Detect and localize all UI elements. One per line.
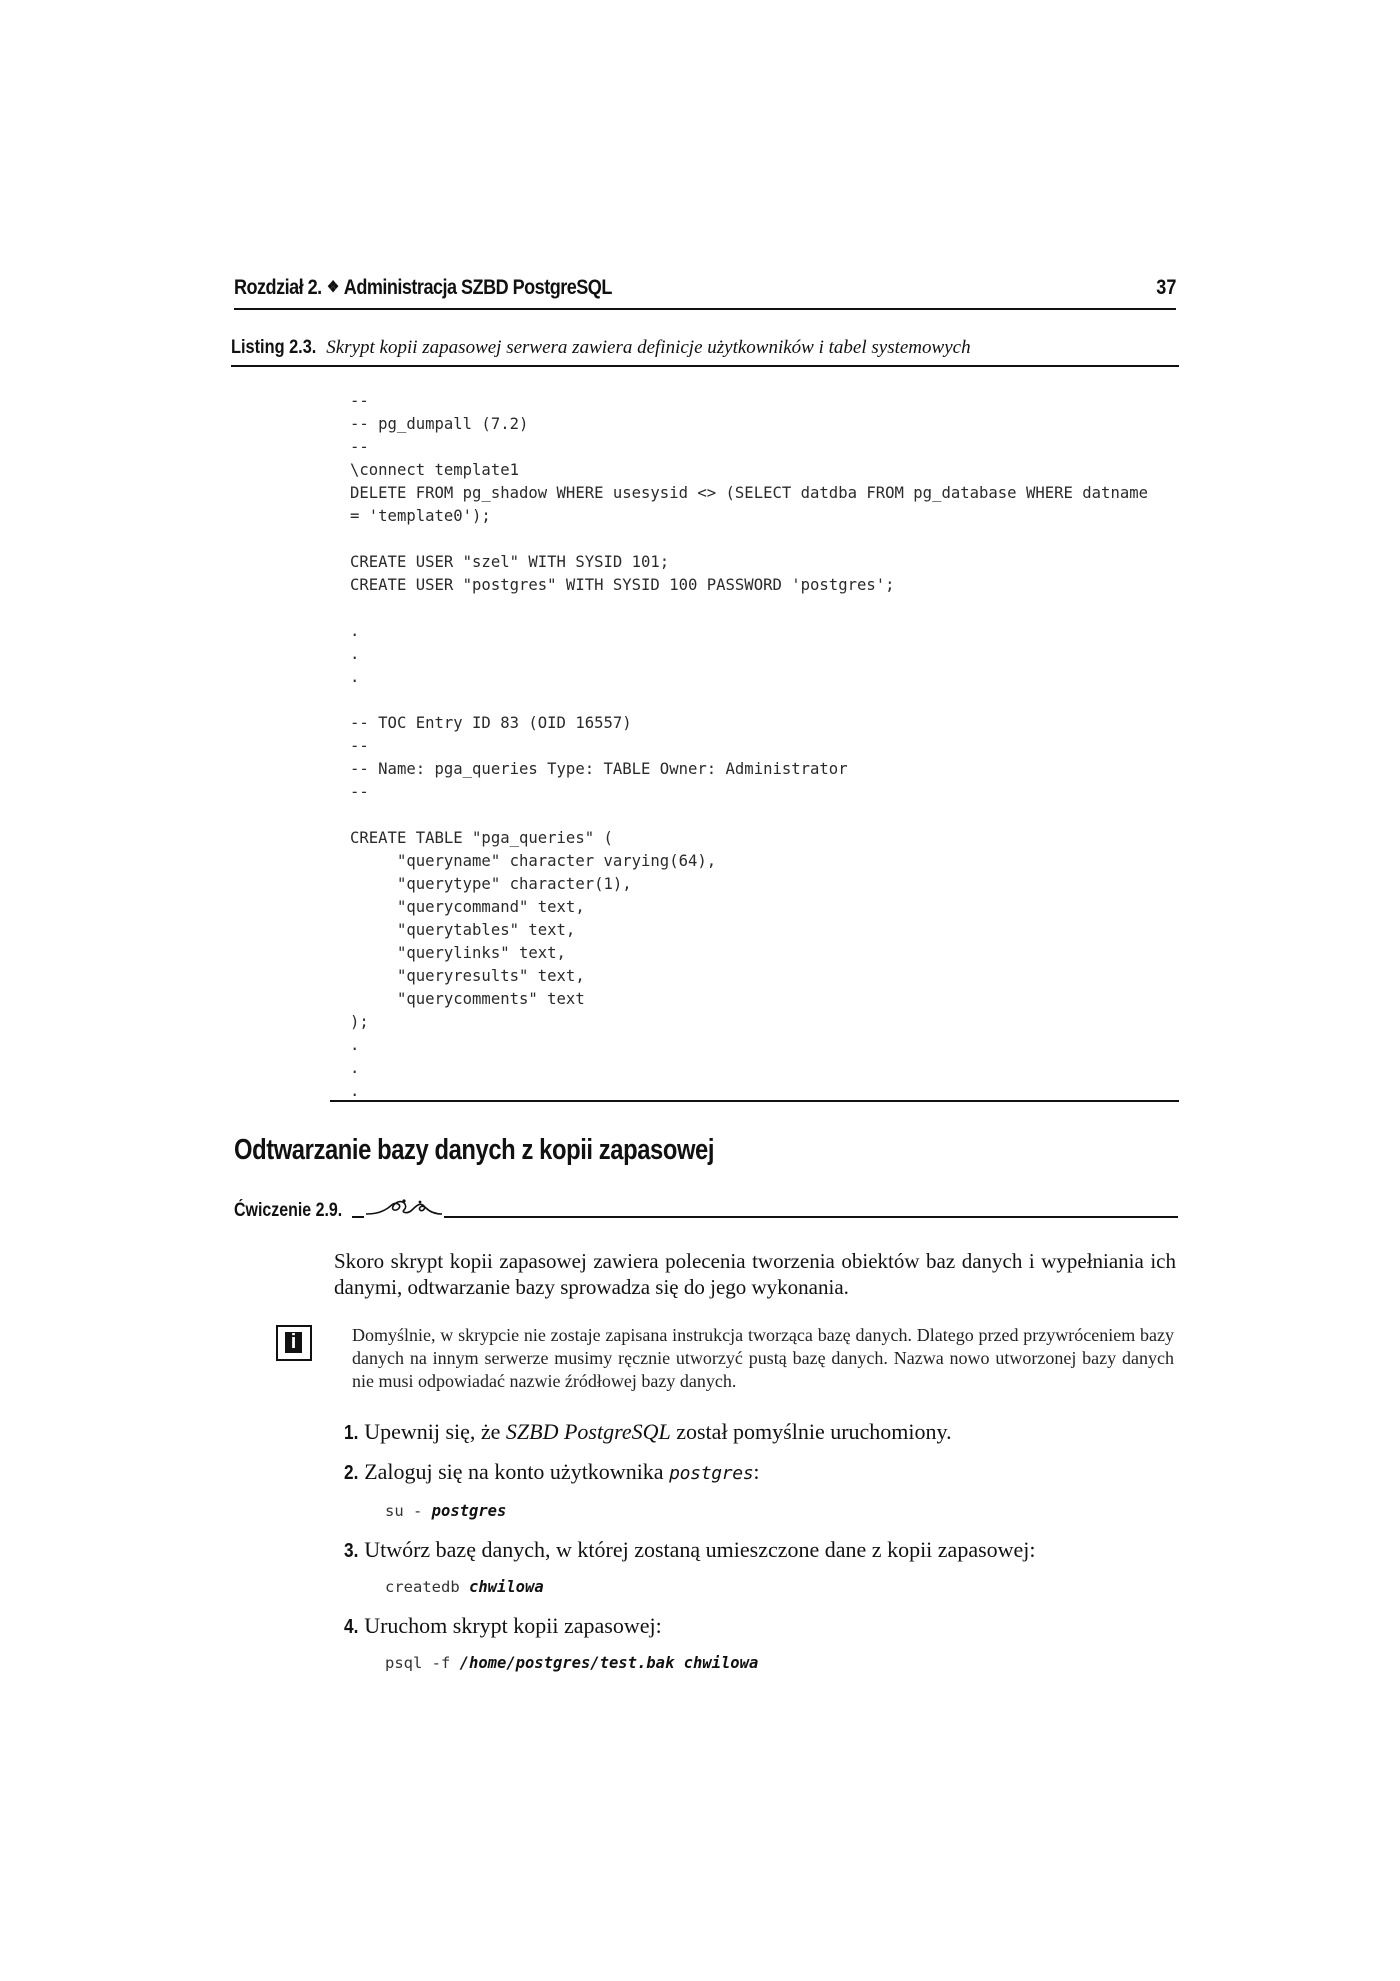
info-icon: i <box>276 1325 312 1361</box>
running-header-chapter: Rozdział 2. ❖ Administracja SZBD PostgreSQL <box>234 276 612 299</box>
listing-end-rule <box>330 1100 1179 1102</box>
info-note: Domyślnie, w skrypcie nie zostaje zapisana instrukcja tworząca bazę danych. Dlatego przed przywróceniem bazy danych na innym serwerze musimy ręcznie utworzyć pustą bazę danych. Nazwa nowo utworzonej bazy danych nie musi odpowiadać nazwie źródłowej bazy danych. <box>352 1325 1174 1391</box>
step-4: 4. Uruchom skrypt kopii zapasowej: <box>344 1612 662 1641</box>
step-1: 1. Upewnij się, że SZBD PostgreSQL został pomyślnie uruchomiony. <box>344 1418 952 1447</box>
step-number: 3. <box>344 1540 359 1562</box>
step-number: 1. <box>344 1422 359 1444</box>
running-header <box>234 276 1176 310</box>
step-number: 4. <box>344 1616 359 1638</box>
command-line: createdb chwilowa <box>385 1578 544 1596</box>
command-line: psql -f /home/postgres/test.bak chwilowa <box>385 1654 759 1672</box>
intro-paragraph: Skoro skrypt kopii zapasowej zawiera polecenia tworzenia obiektów baz danych i wypełniania ich danymi, odtwarzanie bazy sprowadza się do jego wykonania. <box>334 1249 1176 1299</box>
listing-caption-text: Skrypt kopii zapasowej serwera zawiera definicje użytkowników i tabel systemowych <box>326 337 971 358</box>
listing-label: Listing 2.3. <box>231 337 317 358</box>
step-3: 3. Utwórz bazę danych, w której zostaną umieszczone dane z kopii zapasowej: <box>344 1536 1036 1565</box>
code-listing: -- -- pg_dumpall (7.2) -- \connect template1 DELETE FROM pg_shadow WHERE usesysid <> (SELECT datdba FROM pg_database WHERE datname = 'template0'); CREATE USER "szel" WITH SYSID 101; CREATE USER "postgres" WITH SYSID 100 PASSWORD 'postgres'; . . . -- TOC Entry ID 83 (OID 16557) -- -- Name: pga_queries Type: TABLE Owner: Administrator -- CREATE TABLE "pga_queries" ( "queryname" character varying(64), "querytype" character(1), "querycommand" text, "querytables" text, "querylinks" text, "queryresults" text, "querycomments" text ); . . . <box>350 392 1148 1100</box>
exercise-rule <box>352 1216 1178 1218</box>
diamond-icon: ❖ <box>326 279 339 296</box>
page-number: 37 <box>1155 276 1176 299</box>
step-number: 2. <box>344 1462 359 1484</box>
step-2: 2. Zaloguj się na konto użytkownika postgres: <box>344 1458 760 1488</box>
exercise-label: Ćwiczenie 2.9. <box>234 1200 343 1221</box>
exercise-header <box>234 1200 1178 1224</box>
listing-caption <box>231 337 1179 367</box>
section-heading: Odtwarzanie bazy danych z kopii zapasowej <box>234 1134 715 1166</box>
flourish-ornament-icon <box>364 1198 444 1218</box>
command-line: su - postgres <box>385 1502 507 1520</box>
